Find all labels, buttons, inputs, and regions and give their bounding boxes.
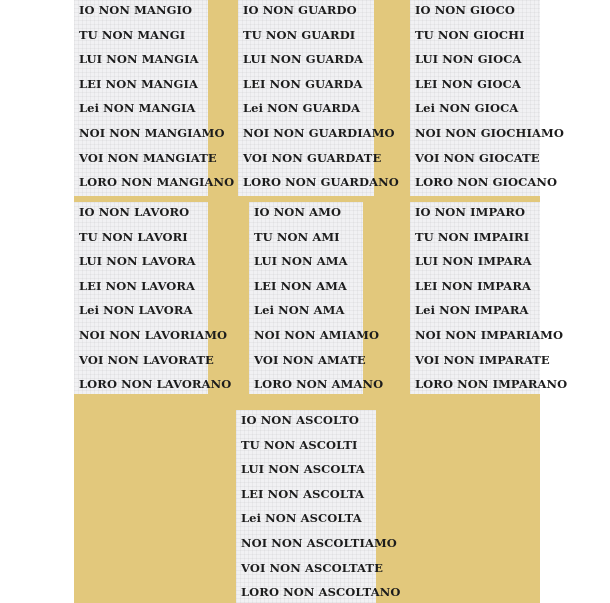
conjugation-line: IO NON GIOCO [415, 3, 516, 17]
conjugation-line: LEI NON GIOCA [415, 76, 521, 91]
conjugation-line: VOI NON AMATE [254, 352, 366, 367]
conjugation-line: TU NON AMI [254, 229, 340, 244]
conjugation-line: LUI NON AMA [254, 254, 348, 269]
conjugation-line: LUI NON ASCOLTA [241, 462, 365, 477]
conjugation-line: LUI NON LAVORA [79, 254, 196, 269]
conjugation-line: NOI NON GUARDIAMO [243, 126, 395, 140]
conjugation-line: LORO NON LAVORANO [79, 377, 232, 392]
conjugation-line: NOI NON MANGIAMO [79, 126, 225, 140]
conjugation-line: NOI NON LAVORIAMO [79, 328, 228, 342]
conjugation-line: VOI NON LAVORATE [79, 352, 214, 367]
conjugation-board [74, 0, 568, 603]
conjugation-line: IO NON AMO [254, 205, 342, 219]
conjugation-line: NOI NON AMIAMO [254, 328, 380, 342]
conjugation-line: IO NON ASCOLTO [241, 413, 359, 427]
card-lavorare [74, 202, 232, 394]
conjugation-line: TU NON MANGI [79, 27, 186, 42]
card-ascoltare [236, 410, 401, 603]
conjugation-line: LORO NON IMPARANO [415, 377, 568, 392]
card-guardare [238, 0, 399, 196]
conjugation-line: LORO NON GIOCANO [415, 175, 558, 190]
conjugation-line: Lei NON AMA [254, 303, 345, 318]
conjugation-line: LUI NON IMPARA [415, 254, 532, 269]
conjugation-line: Lei NON MANGIA [79, 101, 196, 116]
conjugation-line: LEI NON LAVORA [79, 278, 196, 293]
card-giocare [410, 0, 564, 196]
conjugation-line: TU NON GUARDI [243, 27, 356, 42]
conjugation-line: Lei NON GIOCA [415, 101, 519, 116]
conjugation-line: TU NON IMPAIRI [415, 229, 530, 244]
conjugation-line: NOI NON GIOCHIAMO [415, 126, 564, 140]
conjugation-line: LUI NON GUARDA [243, 52, 364, 67]
conjugation-line: VOI NON MANGIATE [79, 150, 217, 165]
conjugation-line: NOI NON IMPARIAMO [415, 328, 564, 342]
conjugation-line: LORO NON MANGIANO [79, 175, 235, 190]
conjugation-line: VOI NON IMPARATE [415, 352, 550, 367]
conjugation-line: IO NON GUARDO [243, 3, 357, 17]
conjugation-line: LORO NON GUARDANO [243, 175, 399, 190]
conjugation-line: IO NON LAVORO [79, 205, 190, 219]
conjugation-line: NOI NON ASCOLTIAMO [241, 536, 397, 550]
conjugation-line: LEI NON GUARDA [243, 76, 363, 91]
conjugation-line: VOI NON GIOCATE [415, 150, 540, 165]
conjugation-line: Lei NON LAVORA [79, 303, 193, 318]
conjugation-line: VOI NON ASCOLTATE [241, 560, 383, 575]
conjugation-line: VOI NON GUARDATE [243, 150, 382, 165]
conjugation-line: TU NON LAVORI [79, 229, 188, 244]
conjugation-line: Lei NON GUARDA [243, 101, 361, 116]
conjugation-line: LORO NON ASCOLTANO [241, 585, 401, 600]
conjugation-line: LEI NON ASCOLTA [241, 486, 365, 501]
card-mangiare [74, 0, 235, 196]
card-imparare [410, 202, 568, 394]
conjugation-line: Lei NON ASCOLTA [241, 511, 362, 526]
conjugation-line: LEI NON MANGIA [79, 76, 198, 91]
card-amare [249, 202, 384, 394]
conjugation-line: LEI NON AMA [254, 278, 347, 293]
conjugation-line: Lei NON IMPARA [415, 303, 529, 318]
conjugation-line: LEI NON IMPARA [415, 278, 532, 293]
conjugation-line: IO NON MANGIO [79, 3, 193, 17]
conjugation-line: TU NON ASCOLTI [241, 437, 358, 452]
conjugation-line: TU NON GIOCHI [415, 27, 525, 42]
conjugation-line: IO NON IMPARO [415, 205, 526, 219]
conjugation-line: LUI NON GIOCA [415, 52, 522, 67]
conjugation-line: LUI NON MANGIA [79, 52, 199, 67]
conjugation-line: LORO NON AMANO [254, 377, 384, 392]
